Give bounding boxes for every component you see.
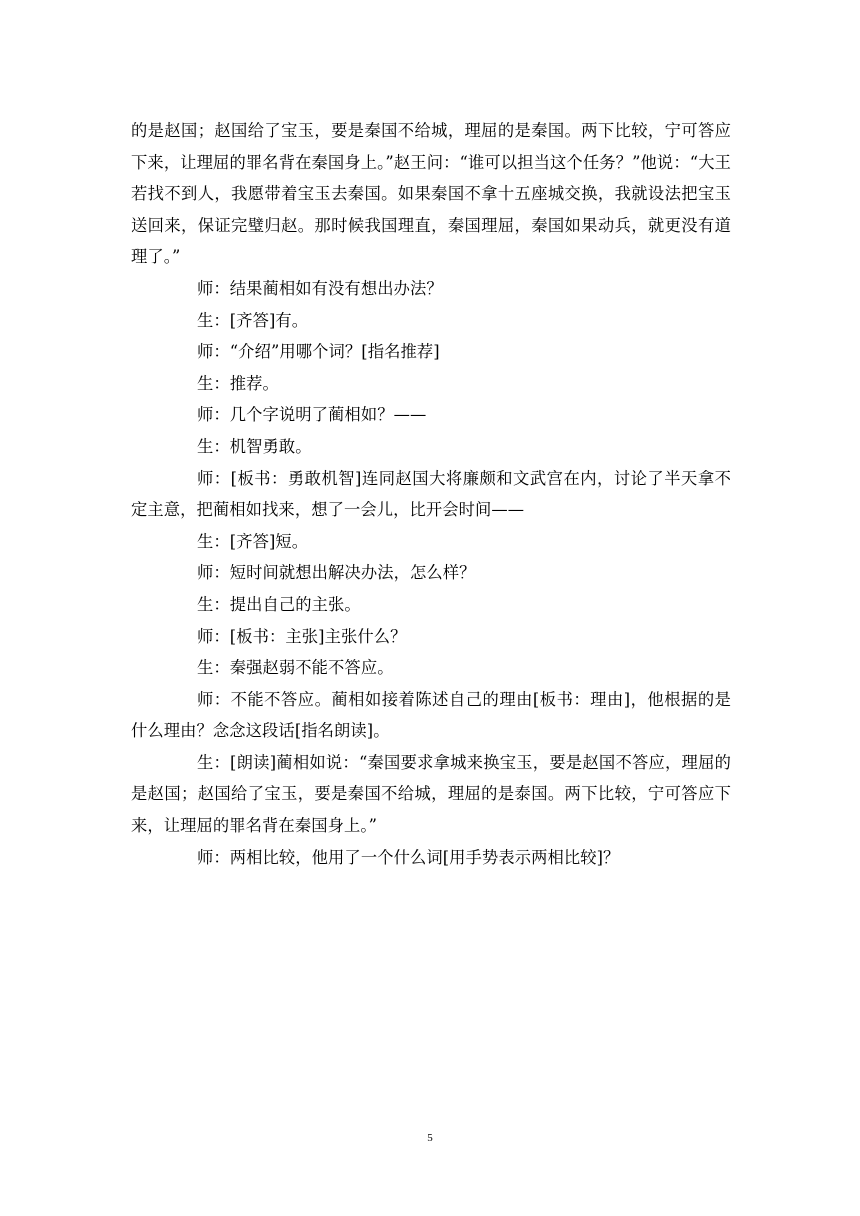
dialogue-line: 师：短时间就想出解决办法，怎么样？ — [197, 563, 476, 583]
dialogue-line: 生：[朗读]蔺相如说：“秦国要求拿城来换宝玉，要是赵国不答应，理屈的是赵国；赵国给了宝玉，要是秦国不给城，理屈的是泰国。两下比较，宁可答应下来，让理屈的罪名背在秦国身上。” — [131, 752, 731, 836]
dialogue-line: 师：“介绍”用哪个词？[指名推荐] — [197, 342, 440, 362]
dialogue-line: 师：两相比较，他用了一个什么词[用手势表示两相比较]？ — [197, 847, 620, 867]
dialogue-line: 生：秦强赵弱不能不答应。 — [197, 658, 394, 678]
page-number: 5 — [427, 1132, 433, 1144]
dialogue-line: 师：[板书：主张]主张什么？ — [197, 626, 407, 646]
document-body — [131, 115, 731, 873]
dialogue-line: 生：提出自己的主张。 — [197, 594, 361, 614]
dialogue-line: 生：机智勇敢。 — [197, 436, 312, 456]
dialogue-line: 师：不能不答应。蔺相如接着陈述自己的理由[板书：理由]，他根据的是什么理由？念念这段话[指名朗读]。 — [131, 689, 731, 741]
dialogue-line: 师：几个字说明了蔺相如？—— — [197, 405, 427, 425]
dialogue-line: 师：结果蔺相如有没有想出办法？ — [197, 278, 443, 298]
dialogue-line: 生：[齐答]短。 — [197, 531, 309, 551]
dialogue-line: 师：[板书：勇敢机智]连同赵国大将廉颇和文武宫在内，讨论了半天拿不定主意，把蔺相如找来，想了一会儿，比开会时间—— — [131, 468, 731, 520]
dialogue-line: 生：[齐答]有。 — [197, 310, 309, 330]
paragraph-continuation: 的是赵国；赵国给了宝玉，要是秦国不给城，理屈的是秦国。两下比较，宁可答应下来，让理屈的罪名背在秦国身上。”赵王问：“谁可以担当这个任务？”他说：“大王若找不到人，我愿带着宝玉去秦国。如果秦国不拿十五座城交换，我就设法把宝玉送回来，保证完璧归赵。那时候我国理直，秦国理屈，秦国如果动兵，就更没有道理了。” — [131, 121, 731, 267]
dialogue-line: 生：推荐。 — [197, 373, 279, 393]
